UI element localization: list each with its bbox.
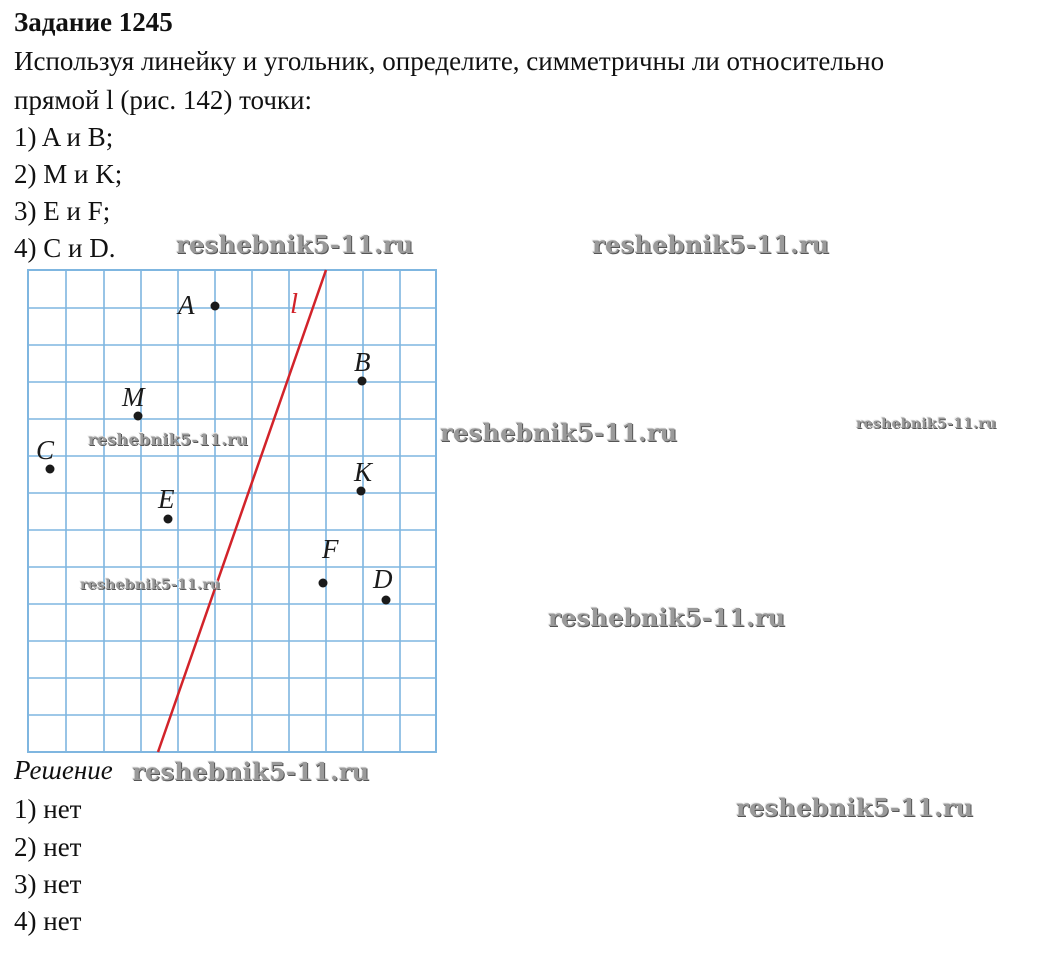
point-e-label: E bbox=[158, 484, 175, 514]
point-k-label: K bbox=[354, 457, 373, 487]
task-text-line-2: прямой l (рис. 142) точки: bbox=[14, 85, 312, 115]
watermark: reshebnik5-11.ru bbox=[440, 418, 678, 447]
watermark: reshebnik5-11.ru bbox=[856, 416, 997, 432]
answer-1: 1) нет bbox=[14, 794, 82, 824]
point-d-label: D bbox=[373, 564, 393, 594]
task-text-line-1: Используя линейку и угольник, определите, симметричны ли относительно bbox=[14, 46, 885, 76]
task-item-1: 1) A и B; bbox=[14, 122, 114, 152]
point-e-dot bbox=[164, 515, 173, 524]
solution-heading: Решение bbox=[14, 755, 113, 785]
point-b-label: B bbox=[354, 347, 371, 377]
task-item-2: 2) M и K; bbox=[14, 159, 123, 189]
point-b-dot bbox=[358, 377, 367, 386]
answer-2: 2) нет bbox=[14, 832, 82, 862]
task-title: Задание 1245 bbox=[14, 7, 173, 37]
point-d-dot bbox=[382, 596, 391, 605]
point-f-dot bbox=[319, 579, 328, 588]
grid-lines bbox=[28, 270, 436, 752]
watermark: reshebnik5-11.ru bbox=[548, 603, 786, 632]
watermark: reshebnik5-11.ru bbox=[592, 230, 830, 259]
watermark: reshebnik5-11.ru bbox=[736, 793, 974, 822]
watermark: reshebnik5-11.ru bbox=[132, 757, 370, 786]
watermark: reshebnik5-11.ru bbox=[80, 577, 221, 593]
point-a-label: A bbox=[178, 290, 195, 320]
point-a-dot bbox=[211, 302, 220, 311]
point-c-label: C bbox=[36, 435, 55, 465]
watermark: reshebnik5-11.ru bbox=[176, 230, 414, 259]
grid-border bbox=[28, 270, 436, 752]
point-f-label: F bbox=[322, 534, 339, 564]
watermark: reshebnik5-11.ru bbox=[88, 430, 248, 449]
answer-3: 3) нет bbox=[14, 869, 82, 899]
line-l-label: l bbox=[290, 288, 299, 320]
point-m-dot bbox=[134, 412, 143, 421]
point-m-label: M bbox=[122, 382, 145, 412]
answer-4: 4) нет bbox=[14, 906, 82, 936]
symmetry-line-l bbox=[158, 270, 326, 752]
point-c-dot bbox=[46, 465, 55, 474]
point-k-dot bbox=[357, 487, 366, 496]
task-item-4: 4) C и D. bbox=[14, 233, 116, 263]
task-item-3: 3) E и F; bbox=[14, 196, 111, 226]
grid-outline bbox=[28, 270, 436, 752]
